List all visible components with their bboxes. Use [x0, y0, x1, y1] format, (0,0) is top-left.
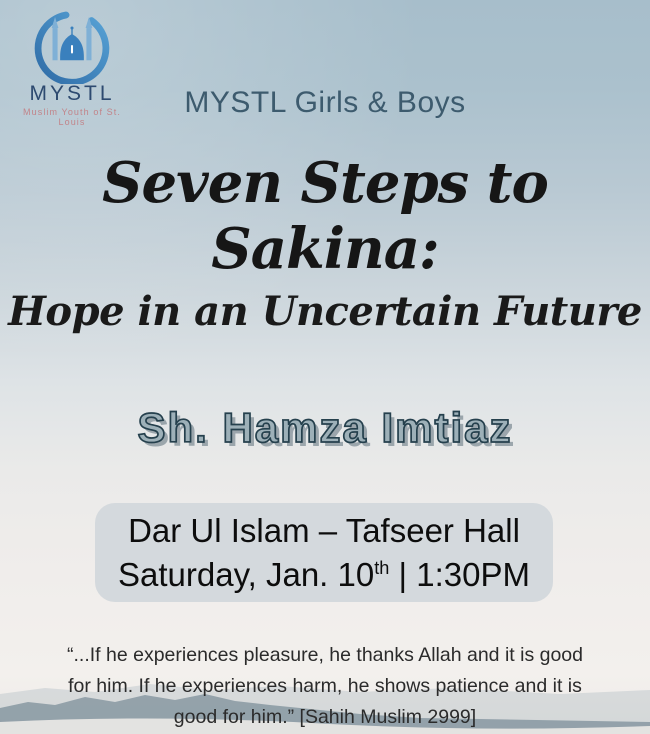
event-time: | 1:30PM [389, 555, 530, 593]
event-date-ordinal: th [374, 557, 390, 578]
event-date: Saturday, Jan. 10 [118, 555, 375, 593]
quote-source: [Sahih Muslim 2999] [294, 706, 477, 729]
logo-wordmark: MYSTL [29, 82, 115, 105]
mosque-crescent-icon [29, 6, 115, 84]
hadith-quote [65, 640, 585, 734]
event-details-box [95, 503, 553, 602]
audience-header: MYSTL Girls & Boys [184, 86, 466, 119]
event-datetime [118, 553, 530, 597]
event-title: Seven Steps to Sakina: [102, 150, 548, 282]
event-location: Dar Ul Islam – Tafseer Hall [128, 511, 520, 549]
logo-tagline: Muslim Youth of St. Louis [23, 107, 121, 127]
quote-text: “...If he experiences pleasure, he thanks Allah and it is good for him. If he experiences harm, he shows patience and it is good for him.” [67, 644, 583, 729]
event-subtitle: Hope in an Uncertain Future [8, 288, 642, 335]
speaker-name: Sh. Hamza Imtiaz [137, 404, 513, 451]
